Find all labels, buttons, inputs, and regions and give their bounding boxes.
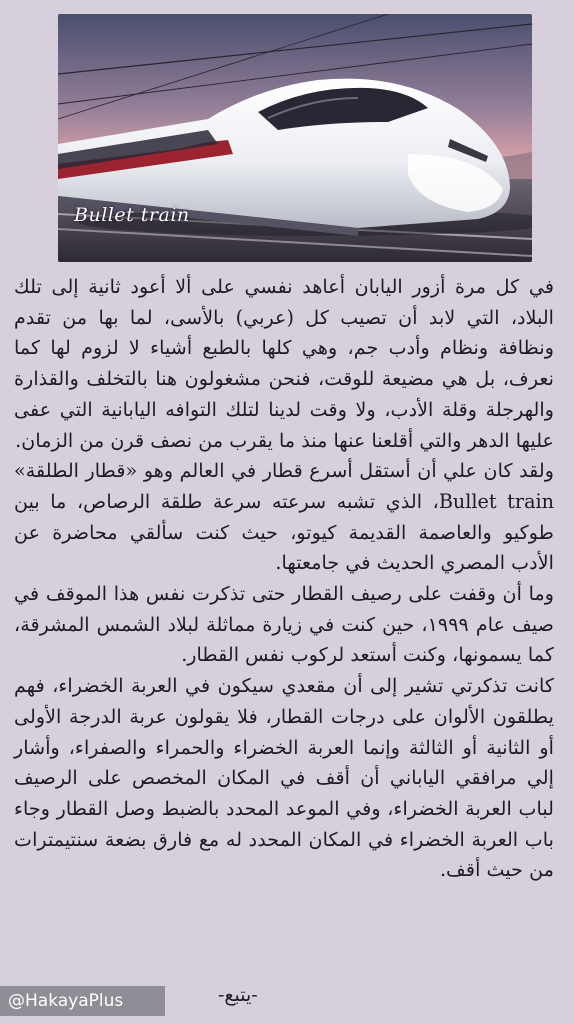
article-paragraph: في كل مرة أزور اليابان أعاهد نفسي على ألا أعود ثانية إلى تلك البلاد، التي لابد أن تصيب كل (عربي) بالأسى، لما بها من تقدم ونظافة ونظام وأدب جم، وهي كلها بالطبع أشياء لا لزوم لها كما نعرف، بل هي مضيعة للوقت، فنحن مشغولون هنا بالتخلف والقذارة والهرجلة وقلة الأدب، ولا وقت لدينا لتلك التوافه اليابانية التي عفى عليها الدهر والتي أقلعنا عنها منذ ما يقرب من نصف قرن من الزمان. [14, 275, 554, 452]
account-handle-watermark: @HakayaPlus [0, 986, 165, 1016]
article-body [14, 272, 554, 886]
article-paragraph: وما أن وقفت على رصيف القطار حتى تذكرت نفس هذا الموقف في صيف عام ١٩٩٩، حين كنت في زيارة مماثلة لبلاد الشمس المشرقة، كما يسمونها، وكنت أستعد لركوب نفس القطار. [14, 582, 554, 667]
image-caption: Bullet train [74, 204, 190, 226]
article-paragraph: ولقد كان علي أن أستقل أسرع قطار في العالم وهو «قطار الطلقة» Bullet train، الذي تشبه سرعته سرعة طلقة الرصاص، ما بين طوكيو والعاصمة القديمة كيوتو، حيث كنت سألقي محاضرة عن الأدب المصري الحديث في جامعتها. [14, 459, 554, 575]
article-paragraph: كانت تذكرتي تشير إلى أن مقعدي سيكون في العربة الخضراء، فهم يطلقون الألوان على درجات القطار، فلا يقولون عربة الدرجة الأولى أو الثانية أو الثالثة وإنما العربة الخضراء والحمراء والصفراء، وأشار إلي مرافقي الياباني أن أقف في المكان المخصص على الرصيف لباب العربة الخضراء، وفي الموعد المحدد بالضبط وصل القطار وجاء باب العربة الخضراء في المكان المحدد له مع فارق بضعة سنتيمترات من حيث أقف. [14, 674, 554, 882]
to-be-continued-label: -يتبع- [218, 984, 258, 1006]
